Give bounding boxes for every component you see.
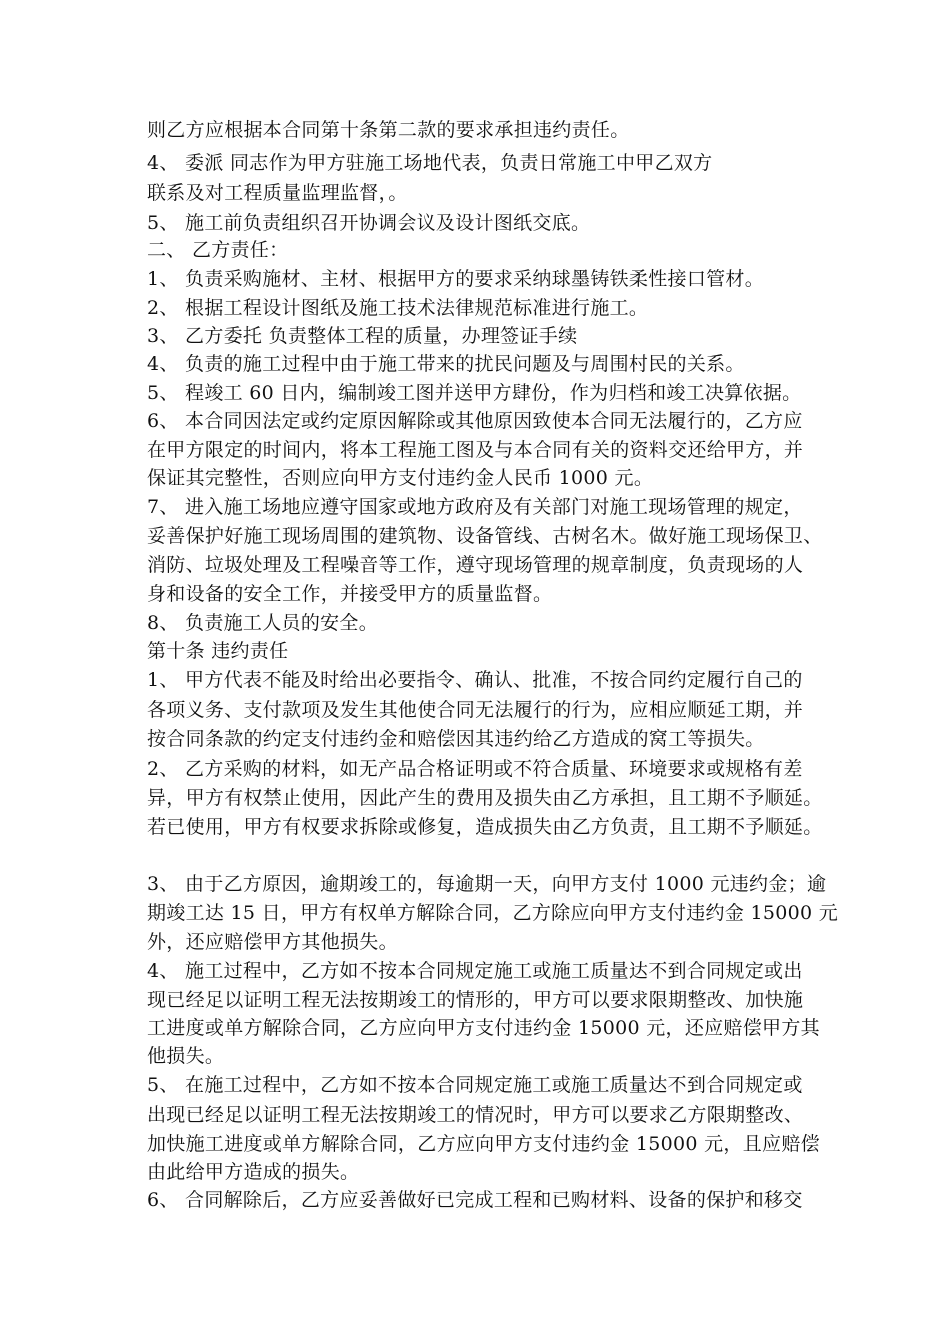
- text-line: 1、 负责采购施材、主材、根据甲方的要求采纳球墨铸铁柔性接口管材。: [147, 268, 765, 290]
- text-line: 7、 进入施工场地应遵守国家或地方政府及有关部门对施工现场管理的规定，: [147, 496, 803, 518]
- text-line: 现已经足以证明工程无法按期竣工的情形的，甲方可以要求限期整改、加快施: [147, 989, 804, 1011]
- text-line: 5、 在施工过程中，乙方如不按本合同规定施工或施工质量达不到合同规定或: [147, 1074, 803, 1096]
- text-line: 6、 本合同因法定或约定原因解除或其他原因致使本合同无法履行的，乙方应: [147, 410, 803, 432]
- text-line: 他损失。: [147, 1045, 225, 1067]
- text-line: 妥善保护好施工现场周围的建筑物、设备管线、古树名木。做好施工现场保卫、: [147, 525, 823, 547]
- text-line: 保证其完整性，否则应向甲方支付违约金人民币 1000 元。: [147, 467, 654, 489]
- text-line: 5、 施工前负责组织召开协调会议及设计图纸交底。: [147, 212, 591, 234]
- text-line: 3、 乙方委托 负责整体工程的质量，办理签证手续: [147, 325, 578, 347]
- text-line: 4、 委派 同志作为甲方驻施工场地代表，负责日常施工中甲乙双方: [147, 152, 713, 174]
- text-line: 异，甲方有权禁止使用，因此产生的费用及损失由乙方承担，且工期不予顺延。: [147, 787, 823, 809]
- text-line: 5、 程竣工 60 日内，编制竣工图并送甲方肆份，作为归档和竣工决算依据。: [147, 382, 802, 404]
- text-line: 6、 合同解除后，乙方应妥善做好已完成工程和已购材料、设备的保护和移交: [147, 1189, 803, 1211]
- text-line: 各项义务、支付款项及发生其他使合同无法履行的行为，应相应顺延工期，并: [147, 699, 804, 721]
- text-line: 加快施工进度或单方解除合同，乙方应向甲方支付违约金 15000 元，且应赔偿: [147, 1133, 820, 1155]
- text-line: 按合同条款的约定支付违约金和赔偿因其违约给乙方造成的窝工等损失。: [147, 728, 765, 750]
- text-line: 2、 乙方采购的材料，如无产品合格证明或不符合质量、环境要求或规格有差: [147, 758, 803, 780]
- text-line: 身和设备的安全工作，并接受甲方的质量监督。: [147, 583, 553, 605]
- text-line: 则乙方应根据本合同第十条第二款的要求承担违约责任。: [147, 119, 630, 141]
- section-heading: 第十条 违约责任: [147, 640, 289, 662]
- text-line: 4、 负责的施工过程中由于施工带来的扰民问题及与周围村民的关系。: [147, 353, 745, 375]
- text-line: 若已使用，甲方有权要求拆除或修复，造成损失由乙方负责，且工期不予顺延。: [147, 816, 823, 838]
- text-line: 外，还应赔偿甲方其他损失。: [147, 931, 398, 953]
- text-line: 3、 由于乙方原因，逾期竣工的，每逾期一天，向甲方支付 1000 元违约金；逾: [147, 873, 827, 895]
- text-line: 2、 根据工程设计图纸及施工技术法律规范标准进行施工。: [147, 297, 649, 319]
- section-heading: 二、 乙方责任：: [147, 239, 289, 261]
- text-line: 4、 施工过程中，乙方如不按本合同规定施工或施工质量达不到合同规定或出: [147, 960, 803, 982]
- text-line: 出现已经足以证明工程无法按期竣工的情况时，甲方可以要求乙方限期整改、: [147, 1104, 804, 1126]
- text-line: 在甲方限定的时间内，将本工程施工图及与本合同有关的资料交还给甲方，并: [147, 439, 804, 461]
- text-line: 工进度或单方解除合同，乙方应向甲方支付违约金 15000 元，还应赔偿甲方其: [147, 1017, 820, 1039]
- text-line: 期竣工达 15 日，甲方有权单方解除合同，乙方除应向甲方支付违约金 15000 元: [147, 902, 839, 924]
- text-line: 8、 负责施工人员的安全。: [147, 612, 379, 634]
- text-line: 由此给甲方造成的损失。: [147, 1161, 360, 1183]
- text-line: 1、 甲方代表不能及时给出必要指令、确认、批准，不按合同约定履行自己的: [147, 669, 803, 691]
- text-line: 联系及对工程质量监理监督，。: [147, 182, 408, 204]
- text-line: 消防、垃圾处理及工程噪音等工作，遵守现场管理的规章制度，负责现场的人: [147, 554, 804, 576]
